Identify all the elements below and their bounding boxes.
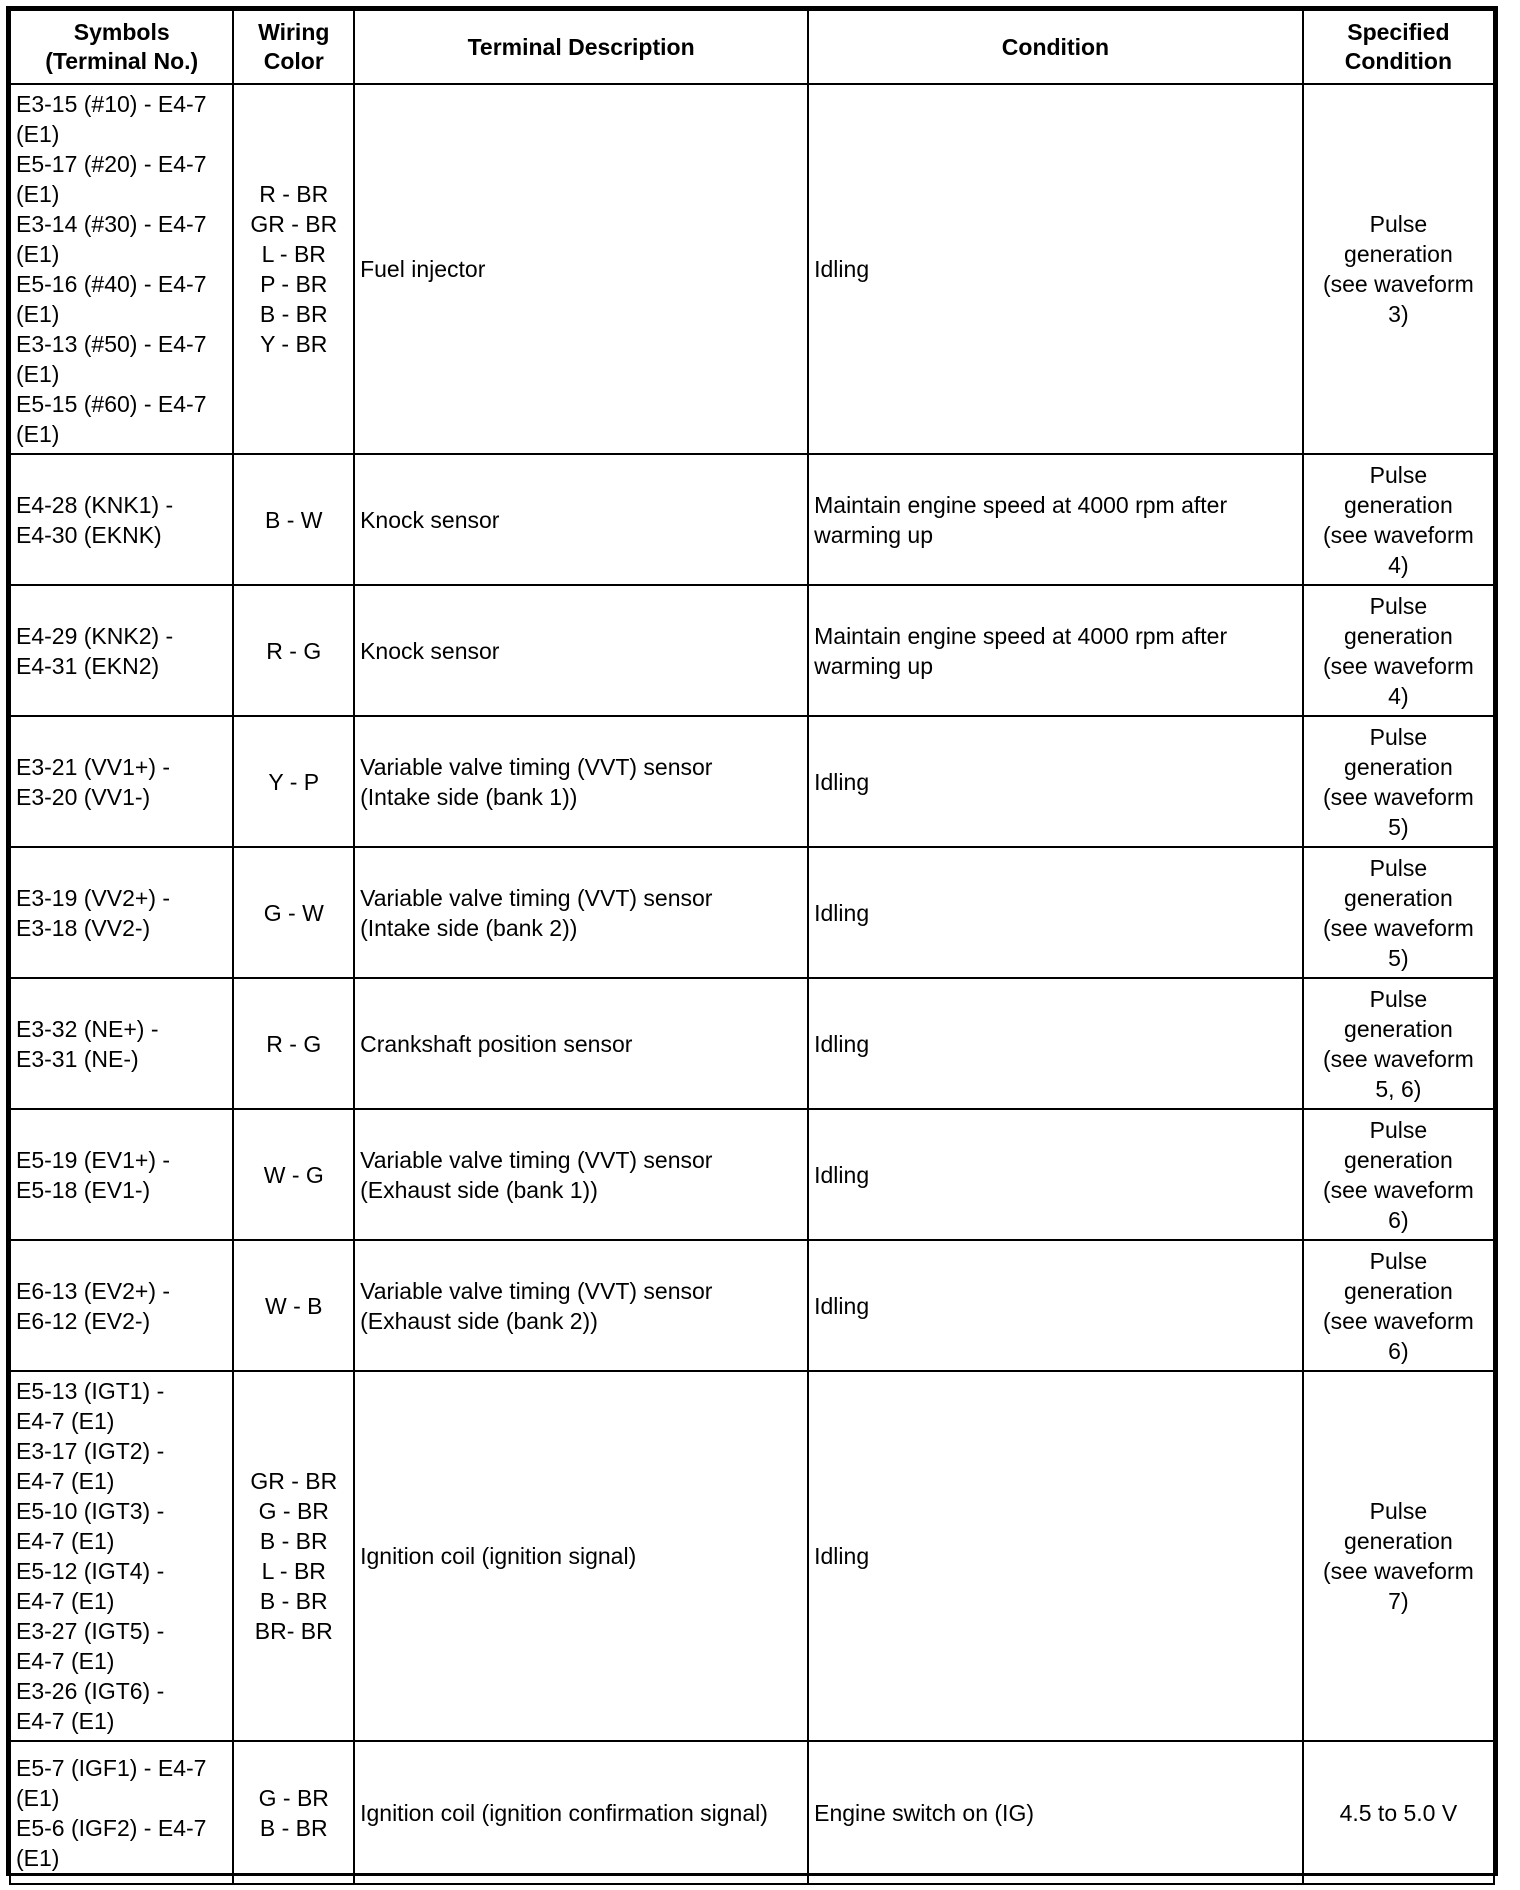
- cell-line: (see waveform: [1322, 914, 1474, 941]
- cell-line: E5-19 (EV1+) -: [16, 1146, 171, 1173]
- cell-line: E3-32 (NE+) -: [16, 1015, 159, 1042]
- cell-wiring-color: [233, 84, 354, 454]
- cell-line: R - BR: [259, 181, 329, 207]
- cell-line: E5-15 (#60) - E4-7: [16, 391, 207, 417]
- cell-line: Variable valve timing (VVT) sensor: [360, 753, 713, 780]
- cell-symbols: [10, 1240, 233, 1371]
- ecm-terminal-table: [9, 9, 1495, 1885]
- cell-symbols: [10, 1109, 233, 1240]
- cell-line: Pulse: [1369, 461, 1428, 488]
- cell-symbols: [10, 1741, 233, 1884]
- cell-condition: [808, 847, 1303, 978]
- cell-wiring-color: [233, 1371, 354, 1741]
- cell-specified-condition: [1303, 716, 1494, 847]
- cell-line: generation: [1344, 884, 1453, 911]
- cell-line: G - W: [263, 899, 324, 926]
- cell-symbols: [10, 84, 233, 454]
- cell-line: Pulse: [1369, 211, 1428, 237]
- cell-terminal-description: [354, 1240, 808, 1371]
- cell-line: G - BR: [258, 1784, 329, 1811]
- cell-line: (see waveform: [1322, 1558, 1474, 1584]
- cell-line: 7): [1388, 1588, 1409, 1614]
- cell-terminal-description: [354, 978, 808, 1109]
- cell-line: generation: [1344, 753, 1453, 780]
- cell-line: L - BR: [261, 1558, 326, 1584]
- cell-terminal-description: [354, 84, 808, 454]
- cell-symbols: [10, 1371, 233, 1741]
- cell-condition: [808, 1109, 1303, 1240]
- cell-line: E5-16 (#40) - E4-7: [16, 271, 207, 297]
- cell-line: Fuel injector: [360, 256, 486, 282]
- cell-condition: [808, 1741, 1303, 1884]
- cell-line: (Exhaust side (bank 2)): [360, 1307, 598, 1334]
- cell-line: (E1): [16, 1784, 60, 1811]
- cell-line: (E1): [16, 241, 60, 267]
- cell-line: (E1): [16, 181, 60, 207]
- header-condition: Condition: [808, 10, 1303, 84]
- cell-line: (see waveform: [1322, 271, 1474, 297]
- cell-line: Idling: [814, 1292, 870, 1319]
- cell-line: (E1): [16, 1844, 60, 1871]
- cell-line: GR - BR: [250, 211, 338, 237]
- cell-line: E5-7 (IGF1) - E4-7: [16, 1754, 207, 1781]
- cell-line: Idling: [814, 1543, 870, 1569]
- cell-wiring-color: [233, 978, 354, 1109]
- cell-terminal-description: [354, 1741, 808, 1884]
- cell-line: E6-13 (EV2+) -: [16, 1277, 171, 1304]
- cell-line: E4-28 (KNK1) -: [16, 491, 174, 518]
- cell-line: 3): [1388, 301, 1409, 327]
- cell-symbols: [10, 716, 233, 847]
- cell-line: BR- BR: [254, 1618, 333, 1644]
- cell-line: Pulse: [1369, 985, 1428, 1012]
- cell-line: E5-18 (EV1-): [16, 1176, 151, 1203]
- cell-line: E4-7 (E1): [16, 1408, 115, 1434]
- cell-line: B - W: [265, 506, 323, 533]
- cell-line: warming up: [814, 652, 934, 679]
- cell-line: B - BR: [259, 1588, 328, 1614]
- cell-line: 6): [1388, 1337, 1409, 1364]
- table-row: [10, 585, 1494, 716]
- cell-line: E4-7 (E1): [16, 1468, 115, 1494]
- cell-line: B - BR: [259, 1528, 328, 1554]
- cell-line: Crankshaft position sensor: [360, 1030, 633, 1057]
- cell-line: 5): [1388, 813, 1409, 840]
- cell-line: Pulse: [1369, 1247, 1428, 1274]
- cell-line: W - B: [265, 1292, 323, 1319]
- table-row: [10, 1109, 1494, 1240]
- cell-line: E4-7 (E1): [16, 1648, 115, 1674]
- cell-terminal-description: [354, 1109, 808, 1240]
- cell-line: E4-7 (E1): [16, 1588, 115, 1614]
- cell-line: Engine switch on (IG): [814, 1799, 1034, 1826]
- cell-line: (see waveform: [1322, 652, 1474, 679]
- cell-specified-condition: [1303, 585, 1494, 716]
- cell-line: Variable valve timing (VVT) sensor: [360, 1146, 713, 1173]
- cell-line: E3-17 (IGT2) -: [16, 1438, 165, 1464]
- cell-line: 4): [1388, 551, 1409, 578]
- cell-line: 5): [1388, 944, 1409, 971]
- cell-line: Knock sensor: [360, 506, 500, 533]
- cell-line: generation: [1344, 1015, 1453, 1042]
- cell-line: R - G: [266, 1030, 322, 1057]
- cell-line: E5-10 (IGT3) -: [16, 1498, 165, 1524]
- cell-line: E3-14 (#30) - E4-7: [16, 211, 207, 237]
- cell-terminal-description: [354, 716, 808, 847]
- cell-terminal-description: [354, 585, 808, 716]
- cell-symbols: [10, 847, 233, 978]
- cell-wiring-color: [233, 1240, 354, 1371]
- cell-line: E3-21 (VV1+) -: [16, 753, 171, 780]
- cell-wiring-color: [233, 454, 354, 585]
- cell-line: generation: [1344, 1528, 1453, 1554]
- table-row: [10, 84, 1494, 454]
- cell-wiring-color: [233, 1109, 354, 1240]
- cell-line: (Intake side (bank 2)): [360, 914, 578, 941]
- cell-line: Pulse: [1369, 854, 1428, 881]
- cell-condition: [808, 454, 1303, 585]
- cell-line: Maintain engine speed at 4000 rpm after: [814, 622, 1228, 649]
- cell-condition: [808, 1371, 1303, 1741]
- cell-line: Idling: [814, 768, 870, 795]
- cell-specified-condition: [1303, 1741, 1494, 1884]
- cell-line: Idling: [814, 1161, 870, 1188]
- cell-specified-condition: [1303, 978, 1494, 1109]
- cell-symbols: [10, 585, 233, 716]
- cell-symbols: [10, 454, 233, 585]
- cell-line: B - BR: [259, 301, 328, 327]
- cell-line: (E1): [16, 361, 60, 387]
- cell-line: Pulse: [1369, 1116, 1428, 1143]
- cell-specified-condition: [1303, 1371, 1494, 1741]
- header-wiring-color: Wiring Color: [233, 10, 354, 84]
- cell-specified-condition: [1303, 847, 1494, 978]
- cell-line: E5-12 (IGT4) -: [16, 1558, 165, 1584]
- cell-line: Maintain engine speed at 4000 rpm after: [814, 491, 1228, 518]
- cell-line: generation: [1344, 491, 1453, 518]
- cell-line: (Exhaust side (bank 1)): [360, 1176, 598, 1203]
- cell-wiring-color: [233, 716, 354, 847]
- table-row: [10, 454, 1494, 585]
- cell-line: E6-12 (EV2-): [16, 1307, 151, 1334]
- cell-condition: [808, 978, 1303, 1109]
- cell-condition: [808, 585, 1303, 716]
- cell-line: E3-20 (VV1-): [16, 783, 151, 810]
- cell-line: Ignition coil (ignition signal): [360, 1543, 637, 1569]
- cell-line: (E1): [16, 121, 60, 147]
- table-row: [10, 716, 1494, 847]
- cell-line: E4-29 (KNK2) -: [16, 622, 174, 649]
- cell-line: Y - P: [268, 768, 320, 795]
- cell-specified-condition: [1303, 1109, 1494, 1240]
- cell-line: Idling: [814, 899, 870, 926]
- cell-line: Idling: [814, 1030, 870, 1057]
- cell-line: E5-13 (IGT1) -: [16, 1378, 165, 1404]
- cell-line: R - G: [266, 637, 322, 664]
- cell-line: E4-31 (EKN2): [16, 652, 160, 679]
- cell-line: Ignition coil (ignition confirmation signal): [360, 1799, 768, 1826]
- cell-line: E4-7 (E1): [16, 1528, 115, 1554]
- cell-line: Pulse: [1369, 1498, 1428, 1524]
- cell-line: (see waveform: [1322, 783, 1474, 810]
- cell-line: E3-13 (#50) - E4-7: [16, 331, 207, 357]
- cell-condition: [808, 716, 1303, 847]
- cell-line: Y - BR: [260, 331, 328, 357]
- cell-specified-condition: [1303, 1240, 1494, 1371]
- cell-line: GR - BR: [250, 1468, 338, 1494]
- header-terminal-description: Terminal Description: [354, 10, 808, 84]
- cell-wiring-color: [233, 585, 354, 716]
- cell-line: B - BR: [259, 1814, 328, 1841]
- header-symbols: Symbols (Terminal No.): [10, 10, 233, 84]
- cell-line: generation: [1344, 241, 1453, 267]
- cell-line: E3-27 (IGT5) -: [16, 1618, 165, 1644]
- cell-line: 4.5 to 5.0 V: [1339, 1799, 1458, 1826]
- cell-line: 5, 6): [1375, 1075, 1422, 1102]
- cell-line: generation: [1344, 1146, 1453, 1173]
- cell-line: (see waveform: [1322, 1307, 1474, 1334]
- cell-line: E3-18 (VV2-): [16, 914, 151, 941]
- table-row: [10, 978, 1494, 1109]
- cell-line: Variable valve timing (VVT) sensor: [360, 1277, 713, 1304]
- cell-line: G - BR: [258, 1498, 329, 1524]
- cell-line: W - G: [263, 1161, 324, 1188]
- cell-line: generation: [1344, 622, 1453, 649]
- cell-line: E3-19 (VV2+) -: [16, 884, 171, 911]
- cell-line: E3-31 (NE-): [16, 1045, 139, 1072]
- cell-condition: [808, 1240, 1303, 1371]
- cell-specified-condition: [1303, 454, 1494, 585]
- cell-line: generation: [1344, 1277, 1453, 1304]
- table-row: [10, 847, 1494, 978]
- cell-terminal-description: [354, 1371, 808, 1741]
- table-row: [10, 1741, 1494, 1884]
- cell-condition: [808, 84, 1303, 454]
- cell-line: Pulse: [1369, 723, 1428, 750]
- cell-symbols: [10, 978, 233, 1109]
- cell-line: E3-15 (#10) - E4-7: [16, 91, 207, 117]
- cell-line: 6): [1388, 1206, 1409, 1233]
- cell-line: (E1): [16, 421, 60, 447]
- cell-line: Knock sensor: [360, 637, 500, 664]
- cell-line: (see waveform: [1322, 521, 1474, 548]
- table-row: [10, 1240, 1494, 1371]
- cell-wiring-color: [233, 847, 354, 978]
- cell-line: E5-6 (IGF2) - E4-7: [16, 1814, 207, 1841]
- cell-line: E4-30 (EKNK): [16, 521, 162, 548]
- cell-wiring-color: [233, 1741, 354, 1884]
- cell-line: (Intake side (bank 1)): [360, 783, 578, 810]
- cell-line: P - BR: [260, 271, 328, 297]
- cell-line: (see waveform: [1322, 1176, 1474, 1203]
- table-row: [10, 1371, 1494, 1741]
- cell-line: L - BR: [261, 241, 326, 267]
- cell-terminal-description: [354, 454, 808, 585]
- cell-line: E4-7 (E1): [16, 1708, 115, 1734]
- cell-line: E5-17 (#20) - E4-7: [16, 151, 207, 177]
- cell-line: Variable valve timing (VVT) sensor: [360, 884, 713, 911]
- header-row: [10, 10, 1494, 84]
- terminal-specification-table: [6, 6, 1498, 1876]
- cell-line: Pulse: [1369, 592, 1428, 619]
- cell-line: 4): [1388, 682, 1409, 709]
- cell-terminal-description: [354, 847, 808, 978]
- cell-specified-condition: [1303, 84, 1494, 454]
- cell-line: (E1): [16, 301, 60, 327]
- cell-line: warming up: [814, 521, 934, 548]
- cell-line: Idling: [814, 256, 870, 282]
- header-specified-condition: Specified Condition: [1303, 10, 1494, 84]
- cell-line: E3-26 (IGT6) -: [16, 1678, 165, 1704]
- cell-line: (see waveform: [1322, 1045, 1474, 1072]
